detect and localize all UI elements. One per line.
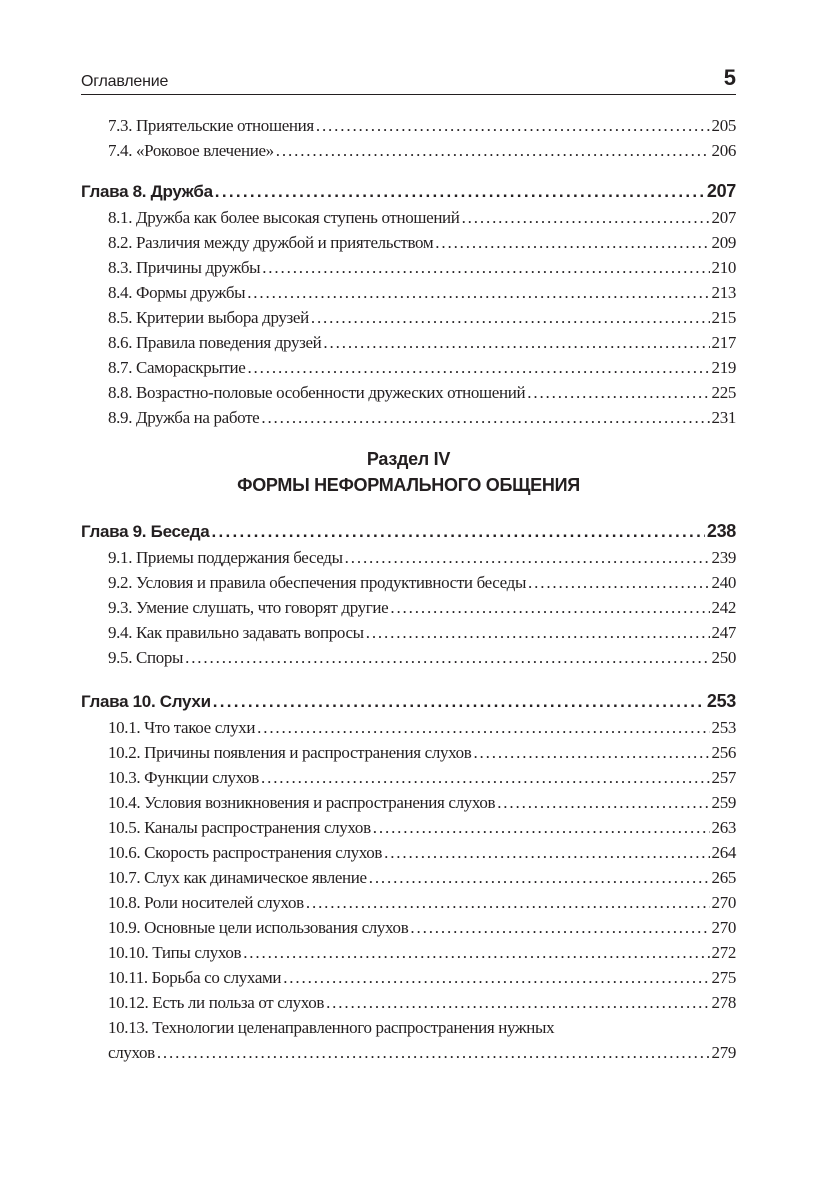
leader-dots: [316, 113, 710, 138]
leader-dots: [211, 518, 704, 545]
toc-entry-label: 7.3. Приятельские отношения: [108, 116, 314, 135]
toc-entry-8-7[interactable]: [81, 355, 736, 380]
toc-entry-label: 9.5. Споры: [108, 648, 184, 667]
toc-entry-page: 270: [711, 918, 736, 937]
chapter-title: Глава 8. Дружба: [81, 182, 213, 201]
leader-dots: [261, 765, 710, 790]
toc-entry-label: 8.2. Различия между дружбой и приятельством: [108, 233, 434, 252]
toc-entry-page: 263: [711, 818, 736, 837]
leader-dots: [373, 815, 710, 840]
chapter-title: Глава 9. Беседа: [81, 522, 210, 541]
toc-entry-label: 10.3. Функции слухов: [108, 768, 259, 787]
toc-entry-8-3[interactable]: [81, 255, 736, 280]
toc-entry-label: 10.12. Есть ли польза от слухов: [108, 993, 325, 1012]
toc-entry-page: 275: [711, 968, 736, 987]
leader-dots: [462, 205, 710, 230]
toc-entry-10-13[interactable]: [81, 1015, 736, 1065]
toc-entry-8-1[interactable]: [81, 205, 736, 230]
leader-dots: [262, 255, 709, 280]
toc-entry-page: 206: [711, 141, 736, 160]
toc-entry-page: 272: [711, 943, 736, 962]
leader-dots: [384, 840, 709, 865]
toc-chapter-10[interactable]: [81, 688, 736, 715]
toc-entry-label: 7.4. «Роковое влечение»: [108, 141, 274, 160]
toc-entry-page: 239: [711, 548, 736, 567]
leader-dots: [157, 1040, 710, 1065]
toc-entry-10-3[interactable]: [81, 765, 736, 790]
toc-entry-label: 10.11. Борьба со слухами: [108, 968, 282, 987]
section-label: Раздел IV: [366, 449, 451, 469]
toc-chapter-8[interactable]: [81, 178, 736, 205]
toc-entry-page: 242: [711, 598, 736, 617]
toc-entry-label: 10.1. Что такое слухи: [108, 718, 256, 737]
toc-entry-label: 10.9. Основные цели использования слухов: [108, 918, 409, 937]
toc-entry-8-6[interactable]: [81, 330, 736, 355]
toc-entry-page: 257: [711, 768, 736, 787]
toc-entry-page: 209: [711, 233, 736, 252]
leader-dots: [257, 715, 709, 740]
leader-dots: [213, 688, 705, 715]
toc-entry-label: 8.1. Дружба как более высокая ступень отношений: [108, 208, 460, 227]
toc-entry-label-line1: 10.13. Технологии целенаправленного распространения нужных: [108, 1018, 555, 1037]
chapter-page: 238: [706, 521, 736, 541]
leader-dots: [497, 790, 709, 815]
toc-entry-10-11[interactable]: [81, 965, 736, 990]
toc-entry-label: 10.7. Слух как динамическое явление: [108, 868, 367, 887]
toc-entry-10-8[interactable]: [81, 890, 736, 915]
chapter-title: Глава 10. Слухи: [81, 692, 211, 711]
leader-dots: [473, 740, 709, 765]
toc-entry-label: 10.2. Причины появления и распространения слухов: [108, 743, 472, 762]
toc-entry-label: 8.9. Дружба на работе: [108, 408, 260, 427]
toc-entry-page: 213: [711, 283, 736, 302]
toc-entry-7-4[interactable]: [81, 138, 736, 163]
leader-dots: [435, 230, 709, 255]
leader-dots: [185, 645, 709, 670]
toc-entry-page: 270: [711, 893, 736, 912]
running-title: Оглавление: [81, 73, 169, 90]
leader-dots: [247, 280, 709, 305]
toc-entry-label: 9.3. Умение слушать, что говорят другие: [108, 598, 389, 617]
toc-entry-9-1[interactable]: [81, 545, 736, 570]
toc-entry-page: 219: [711, 358, 736, 377]
toc-entry-page: 231: [711, 408, 736, 427]
toc-entry-page: 207: [711, 208, 736, 227]
leader-dots: [345, 545, 710, 570]
toc-entry-10-1[interactable]: [81, 715, 736, 740]
toc-entry-10-6[interactable]: [81, 840, 736, 865]
toc-entry-page: 265: [711, 868, 736, 887]
toc-entry-label: 9.4. Как правильно задавать вопросы: [108, 623, 364, 642]
toc-entry-page: 210: [711, 258, 736, 277]
toc-entry-10-12[interactable]: [81, 990, 736, 1015]
toc-entry-9-2[interactable]: [81, 570, 736, 595]
toc-entry-label: 8.8. Возрастно-половые особенности дружеских отношений: [108, 383, 526, 402]
toc-entry-page: 205: [711, 116, 736, 135]
toc-entry-label: 8.7. Самораскрытие: [108, 358, 246, 377]
toc-chapter-9[interactable]: [81, 518, 736, 545]
toc-entry-page: 253: [711, 718, 736, 737]
toc-entry-label: 8.5. Критерии выбора друзей: [108, 308, 309, 327]
chapter-page: 253: [706, 691, 736, 711]
toc-entry-page: 264: [711, 843, 736, 862]
toc-entry-10-10[interactable]: [81, 940, 736, 965]
leader-dots: [390, 595, 709, 620]
toc-entry-page: 225: [711, 383, 736, 402]
leader-dots: [366, 620, 710, 645]
leader-dots: [276, 138, 710, 163]
toc-entry-9-4[interactable]: [81, 620, 736, 645]
toc-entry-label: 10.6. Скорость распространения слухов: [108, 843, 383, 862]
toc-entry-8-4[interactable]: [81, 280, 736, 305]
toc-entry-label: 9.2. Условия и правила обеспечения продуктивности беседы: [108, 573, 527, 592]
toc-entry-10-7[interactable]: [81, 865, 736, 890]
toc-entry-page: 256: [711, 743, 736, 762]
leader-dots: [215, 178, 705, 205]
leader-dots: [527, 380, 709, 405]
toc-entry-label: 10.8. Роли носителей слухов: [108, 893, 304, 912]
toc-entry-10-9[interactable]: [81, 915, 736, 940]
toc-entry-7-3[interactable]: [81, 113, 736, 138]
toc-entry-9-3[interactable]: [81, 595, 736, 620]
toc-entry-page: 278: [711, 993, 736, 1012]
leader-dots: [369, 865, 710, 890]
toc-entry-9-5[interactable]: [81, 645, 736, 670]
leader-dots: [326, 990, 709, 1015]
leader-dots: [306, 890, 710, 915]
toc-entry-page: 240: [711, 573, 736, 592]
toc-entry-label: 9.1. Приемы поддержания беседы: [108, 548, 343, 567]
toc-entry-8-5[interactable]: [81, 305, 736, 330]
leader-dots: [243, 940, 709, 965]
toc-entry-label: 10.4. Условия возникновения и распространения слухов: [108, 793, 496, 812]
leader-dots: [323, 330, 709, 355]
leader-dots: [528, 570, 710, 595]
leader-dots: [311, 305, 710, 330]
section-title: ФОРМЫ НЕФОРМАЛЬНОГО ОБЩЕНИЯ: [237, 475, 580, 495]
toc-entry-label: 8.4. Формы дружбы: [108, 283, 246, 302]
toc-entry-page: 250: [711, 648, 736, 667]
toc-entry-8-8[interactable]: [81, 380, 736, 405]
toc-entry-label: 8.3. Причины дружбы: [108, 258, 261, 277]
toc-entry-page: 259: [711, 793, 736, 812]
toc-entry-label-line2: слухов: [108, 1043, 155, 1062]
leader-dots: [261, 405, 709, 430]
page-number: 5: [723, 65, 736, 90]
toc-entry-10-2[interactable]: [81, 740, 736, 765]
leader-dots: [283, 965, 709, 990]
leader-dots: [410, 915, 709, 940]
leader-dots: [247, 355, 709, 380]
toc-entry-page: 247: [711, 623, 736, 642]
running-header: [81, 62, 736, 95]
chapter-page: 207: [706, 181, 736, 201]
toc-entry-10-4[interactable]: [81, 790, 736, 815]
toc-entry-label: 8.6. Правила поведения друзей: [108, 333, 322, 352]
toc-entry-label: 10.5. Каналы распространения слухов: [108, 818, 371, 837]
toc-entry-page: 217: [711, 333, 736, 352]
toc-entry-8-9[interactable]: [81, 405, 736, 430]
toc-entry-8-2[interactable]: [81, 230, 736, 255]
toc-entry-page: 215: [711, 308, 736, 327]
toc-entry-10-5[interactable]: [81, 815, 736, 840]
toc-entry-label: 10.10. Типы слухов: [108, 943, 242, 962]
toc-entry-page: 279: [711, 1043, 736, 1062]
table-of-contents: [81, 113, 736, 1065]
